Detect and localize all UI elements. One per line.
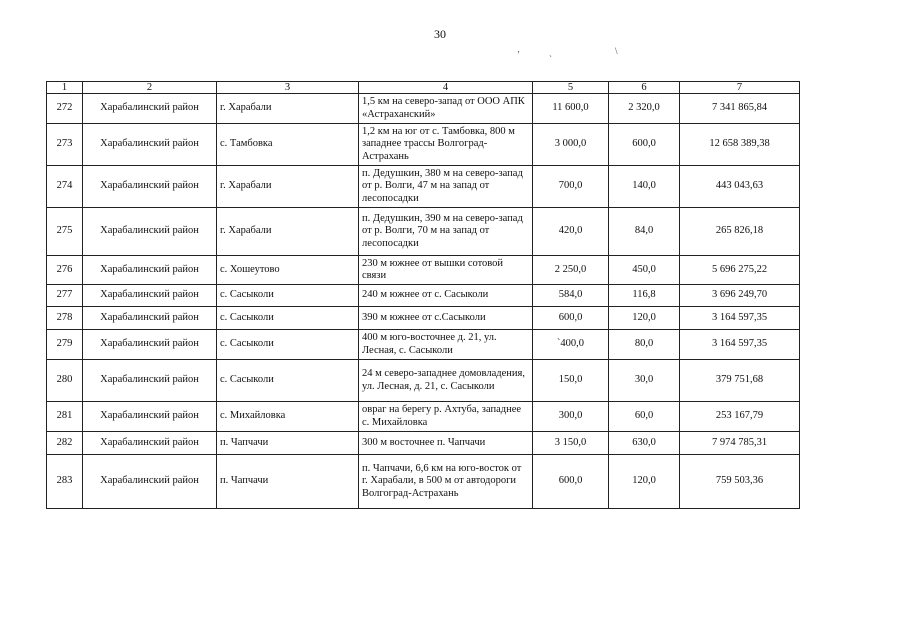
- column-header: 3: [217, 82, 359, 94]
- rent-cell: 84,0: [609, 208, 680, 256]
- value-cell: 7 974 785,31: [680, 432, 800, 455]
- settlement-cell: с. Сасыколи: [217, 360, 359, 402]
- table-row: [47, 124, 800, 166]
- column-header: 2: [83, 82, 217, 94]
- table-row: [47, 402, 800, 432]
- row-number: 283: [47, 455, 83, 509]
- value-cell: 3 164 597,35: [680, 307, 800, 330]
- column-header: 4: [359, 82, 533, 94]
- rent-cell: 630,0: [609, 432, 680, 455]
- location-cell: п. Дедушкин, 380 м на северо-запад от р. Волги, 47 м на запад от лесопосадки: [359, 166, 533, 208]
- district-cell: Харабалинский район: [83, 94, 217, 124]
- row-number: 280: [47, 360, 83, 402]
- value-cell: 253 167,79: [680, 402, 800, 432]
- value-cell: 5 696 275,22: [680, 256, 800, 285]
- rent-cell: 80,0: [609, 330, 680, 360]
- location-cell: 24 м северо-западнее домовладения, ул. Лесная, д. 21, с. Сасыколи: [359, 360, 533, 402]
- value-cell: 7 341 865,84: [680, 94, 800, 124]
- area-cell: 584,0: [533, 285, 609, 307]
- district-cell: Харабалинский район: [83, 285, 217, 307]
- table-row: [47, 330, 800, 360]
- table-row: [47, 94, 800, 124]
- rent-cell: 120,0: [609, 455, 680, 509]
- district-cell: Харабалинский район: [83, 432, 217, 455]
- value-cell: 759 503,36: [680, 455, 800, 509]
- rent-cell: 450,0: [609, 256, 680, 285]
- row-number: 277: [47, 285, 83, 307]
- area-cell: 420,0: [533, 208, 609, 256]
- row-number: 282: [47, 432, 83, 455]
- district-cell: Харабалинский район: [83, 360, 217, 402]
- location-cell: 390 м южнее от с.Сасыколи: [359, 307, 533, 330]
- rent-cell: 60,0: [609, 402, 680, 432]
- location-cell: 400 м юго-восточнее д. 21, ул. Лесная, с. Сасыколи: [359, 330, 533, 360]
- location-cell: 1,2 км на юг от с. Тамбовка, 800 м западнее трассы Волгоград-Астрахань: [359, 124, 533, 166]
- row-number: 273: [47, 124, 83, 166]
- settlement-cell: с. Хошеутово: [217, 256, 359, 285]
- area-cell: 600,0: [533, 455, 609, 509]
- area-cell: 2 250,0: [533, 256, 609, 285]
- area-cell: 300,0: [533, 402, 609, 432]
- settlement-cell: г. Харабали: [217, 208, 359, 256]
- column-header: 7: [680, 82, 800, 94]
- rent-cell: 116,8: [609, 285, 680, 307]
- column-number-row: [47, 82, 800, 94]
- settlement-cell: с. Сасыколи: [217, 330, 359, 360]
- location-cell: 300 м восточнее п. Чапчачи: [359, 432, 533, 455]
- column-header: 6: [609, 82, 680, 94]
- table-row: [47, 166, 800, 208]
- area-cell: 700,0: [533, 166, 609, 208]
- value-cell: 443 043,63: [680, 166, 800, 208]
- location-cell: 240 м южнее от с. Сасыколи: [359, 285, 533, 307]
- district-cell: Харабалинский район: [83, 256, 217, 285]
- area-cell: 600,0: [533, 307, 609, 330]
- location-cell: п. Чапчачи, 6,6 км на юго-восток от г. Харабали, в 500 м от автодороги Волгоград-Астрахань: [359, 455, 533, 509]
- row-number: 272: [47, 94, 83, 124]
- location-cell: 230 м южнее от вышки сотовой связи: [359, 256, 533, 285]
- rent-cell: 2 320,0: [609, 94, 680, 124]
- row-number: 279: [47, 330, 83, 360]
- value-cell: 379 751,68: [680, 360, 800, 402]
- row-number: 281: [47, 402, 83, 432]
- table-row: [47, 360, 800, 402]
- value-cell: 265 826,18: [680, 208, 800, 256]
- page-number: 30: [434, 27, 446, 41]
- row-number: 278: [47, 307, 83, 330]
- column-header: 1: [47, 82, 83, 94]
- table-row: [47, 256, 800, 285]
- rent-cell: 120,0: [609, 307, 680, 330]
- settlement-cell: с. Михайловка: [217, 402, 359, 432]
- area-cell: 11 600,0: [533, 94, 609, 124]
- rent-cell: 30,0: [609, 360, 680, 402]
- location-cell: овраг на берегу р. Ахтуба, западнее с. Михайловка: [359, 402, 533, 432]
- row-number: 276: [47, 256, 83, 285]
- scan-mark: \: [615, 46, 618, 56]
- settlement-cell: п. Чапчачи: [217, 455, 359, 509]
- column-header: 5: [533, 82, 609, 94]
- land-plot-table: [46, 81, 800, 509]
- rent-cell: 600,0: [609, 124, 680, 166]
- table-row: [47, 208, 800, 256]
- district-cell: Харабалинский район: [83, 208, 217, 256]
- value-cell: 12 658 389,38: [680, 124, 800, 166]
- table-row: [47, 432, 800, 455]
- location-cell: п. Дедушкин, 390 м на северо-запад от р. Волги, 70 м на запад от лесопосадки: [359, 208, 533, 256]
- district-cell: Харабалинский район: [83, 402, 217, 432]
- settlement-cell: п. Чапчачи: [217, 432, 359, 455]
- value-cell: 3 164 597,35: [680, 330, 800, 360]
- settlement-cell: с. Тамбовка: [217, 124, 359, 166]
- row-number: 274: [47, 166, 83, 208]
- row-number: 275: [47, 208, 83, 256]
- area-cell: `400,0: [533, 330, 609, 360]
- district-cell: Харабалинский район: [83, 166, 217, 208]
- district-cell: Харабалинский район: [83, 124, 217, 166]
- area-cell: 3 000,0: [533, 124, 609, 166]
- district-cell: Харабалинский район: [83, 307, 217, 330]
- district-cell: Харабалинский район: [83, 455, 217, 509]
- area-cell: 150,0: [533, 360, 609, 402]
- table-row: [47, 455, 800, 509]
- value-cell: 3 696 249,70: [680, 285, 800, 307]
- scan-mark: ‚: [517, 44, 520, 54]
- location-cell: 1,5 км на северо-запад от ООО АПК «Астраханский»: [359, 94, 533, 124]
- area-cell: 3 150,0: [533, 432, 609, 455]
- table-row: [47, 307, 800, 330]
- settlement-cell: г. Харабали: [217, 94, 359, 124]
- settlement-cell: г. Харабали: [217, 166, 359, 208]
- table-row: [47, 285, 800, 307]
- settlement-cell: с. Сасыколи: [217, 307, 359, 330]
- settlement-cell: с. Сасыколи: [217, 285, 359, 307]
- scan-mark: ˎ: [549, 47, 552, 57]
- rent-cell: 140,0: [609, 166, 680, 208]
- district-cell: Харабалинский район: [83, 330, 217, 360]
